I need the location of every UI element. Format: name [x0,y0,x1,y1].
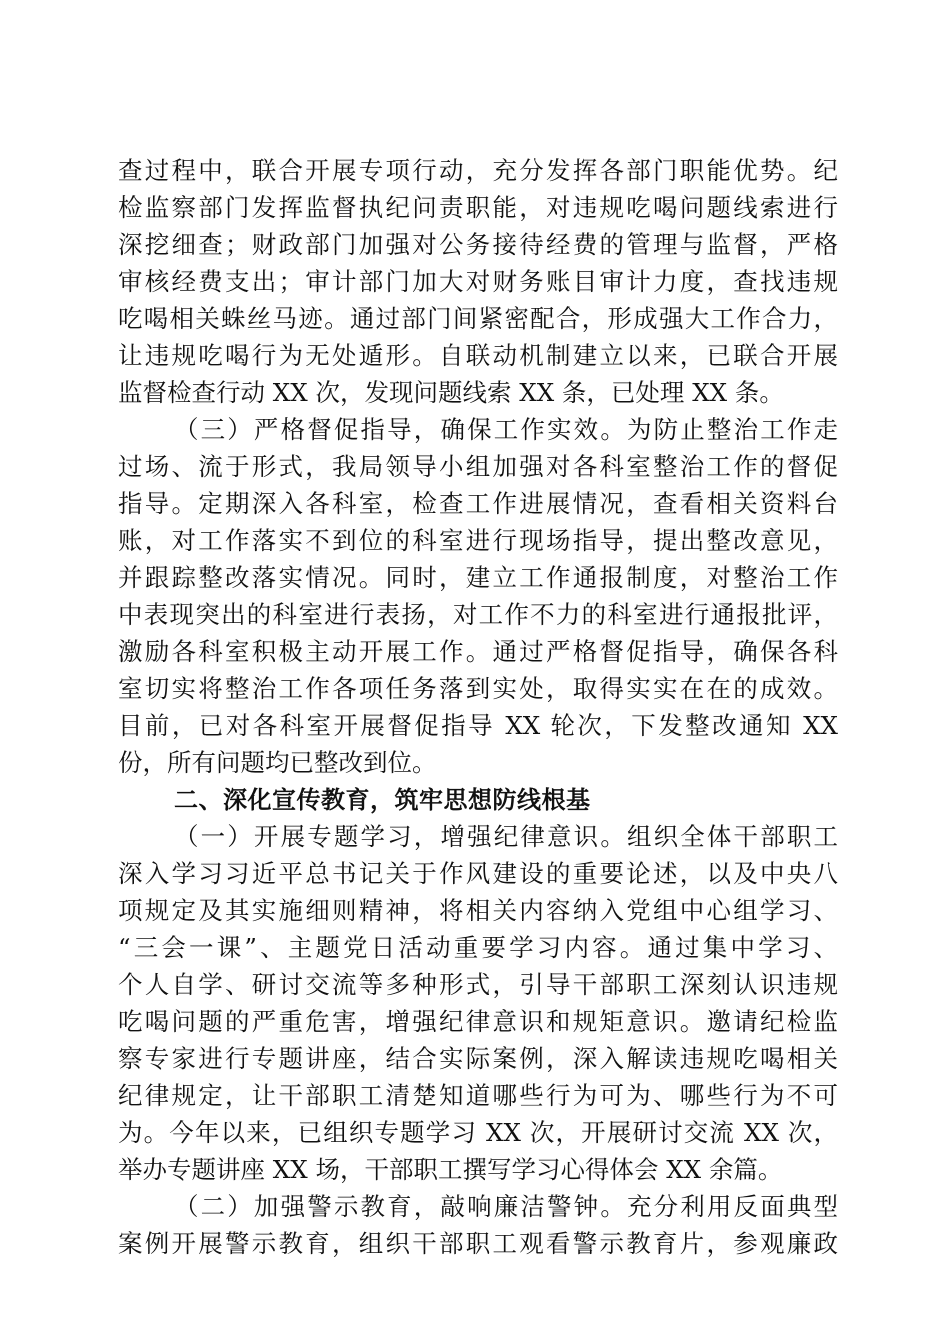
text-line: 案例开展警示教育，组织干部职工观看警示教育片，参观廉政 [118,1229,838,1258]
text-line: 为。今年以来，已组织专题学习 XX 次，开展研讨交流 XX 次， [118,1118,838,1147]
text-line: 过场、流于形式，我局领导小组加强对各科室整治工作的督促 [118,452,838,481]
text-line: 指导。定期深入各科室，检查工作进展情况，查看相关资料台 [118,489,838,518]
text-line: 查过程中，联合开展专项行动，充分发挥各部门职能优势。纪 [118,156,838,185]
text-line: 吃喝相关蛛丝马迹。通过部门间紧密配合，形成强大工作合力， [118,304,838,333]
text-line: 并跟踪整改落实情况。同时，建立工作通报制度，对整治工作 [118,563,838,592]
subsection-line: （一）开展专题学习，增强纪律意识。组织全体干部职工 [174,822,838,851]
text-line: 项规定及其实施细则精神，将相关内容纳入党组中心组学习、 [118,896,838,925]
subsection-line: （二）加强警示教育，敲响廉洁警钟。充分利用反面典型 [174,1192,838,1221]
text-line: 审核经费支出；审计部门加大对财务账目审计力度，查找违规 [118,267,838,296]
text-line: 账，对工作落实不到位的科室进行现场指导，提出整改意见， [118,526,838,555]
text-line: 中表现突出的科室进行表扬，对工作不力的科室进行通报批评， [118,600,838,629]
text-line: “三会一课”、主题党日活动重要学习内容。通过集中学习、 [118,933,838,962]
text-line: 目前，已对各科室开展督促指导 XX 轮次，下发整改通知 XX [118,711,838,740]
text-line: 监督检查行动 XX 次，发现问题线索 XX 条，已处理 XX 条。 [118,378,784,407]
text-line: 个人自学、研讨交流等多种形式，引导干部职工深刻认识违规 [118,970,838,999]
text-line: 让违规吃喝行为无处遁形。自联动机制建立以来，已联合开展 [118,341,838,370]
text-line: 检监察部门发挥监督执纪问责职能，对违规吃喝问题线索进行 [118,193,838,222]
text-line: 纪律规定，让干部职工清楚知道哪些行为可为、哪些行为不可 [118,1081,838,1110]
section-heading: 二、深化宣传教育，筑牢思想防线根基 [174,786,591,814]
text-line: 察专家进行专题讲座，结合实际案例，深入解读违规吃喝相关 [118,1044,838,1073]
text-line: 深入学习习近平总书记关于作风建设的重要论述，以及中央八 [118,859,838,888]
text-line: 室切实将整治工作各项任务落到实处，取得实实在在的成效。 [118,674,838,703]
text-line: 深挖细查；财政部门加强对公务接待经费的管理与监督，严格 [118,230,838,259]
text-line: 份，所有问题均已整改到位。 [118,748,437,777]
text-line: 激励各科室积极主动开展工作。通过严格督促指导，确保各科 [118,637,838,666]
subsection-line: （三）严格督促指导，确保工作实效。为防止整治工作走 [174,415,838,444]
text-line: 吃喝问题的严重危害，增强纪律意识和规矩意识。邀请纪检监 [118,1007,838,1036]
text-line: 举办专题讲座 XX 场，干部职工撰写学习心得体会 XX 余篇。 [118,1155,783,1184]
